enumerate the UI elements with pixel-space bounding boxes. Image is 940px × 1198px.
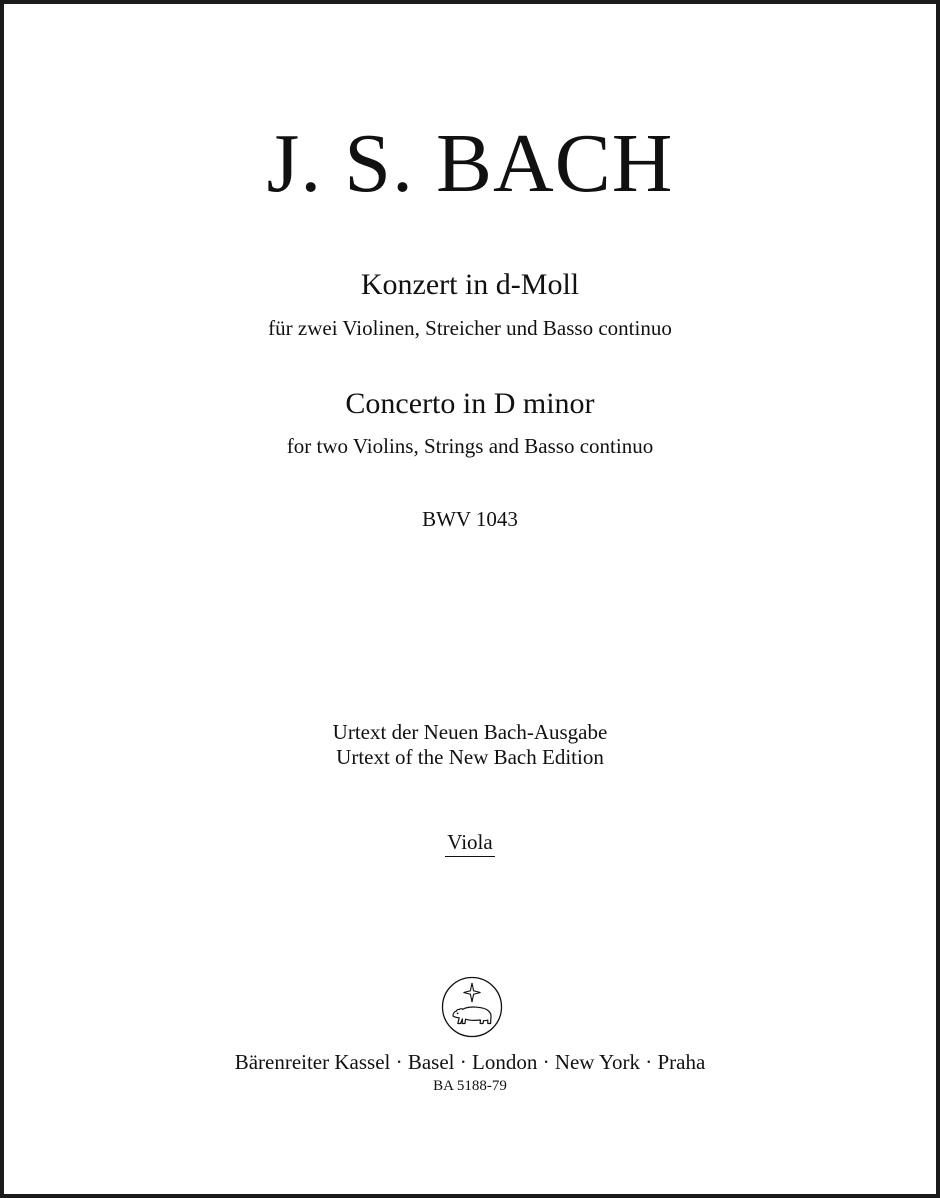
part-name: Viola bbox=[445, 832, 494, 857]
bwv-number: BWV 1043 bbox=[422, 507, 518, 531]
edition-note-german: Urtext der Neuen Bach-Ausgabe bbox=[332, 720, 608, 744]
edition-note-english: Urtext of the New Bach Edition bbox=[336, 745, 604, 769]
baerenreiter-bear-star-icon bbox=[441, 976, 503, 1038]
scoring-english: for two Violins, Strings and Basso continuo bbox=[286, 434, 654, 458]
part-label-wrapper bbox=[4, 832, 936, 857]
order-number: BA 5188-79 bbox=[433, 1078, 507, 1094]
publisher-line: Bärenreiter Kassel · Basel · London · New York · Praha bbox=[234, 1050, 706, 1074]
work-title-english: Concerto in D minor bbox=[345, 387, 595, 420]
scoring-german: für zwei Violinen, Streicher und Basso continuo bbox=[268, 316, 672, 340]
work-title-german: Konzert in d-Moll bbox=[360, 268, 580, 301]
composer-name: J. S. BACH bbox=[266, 117, 674, 210]
